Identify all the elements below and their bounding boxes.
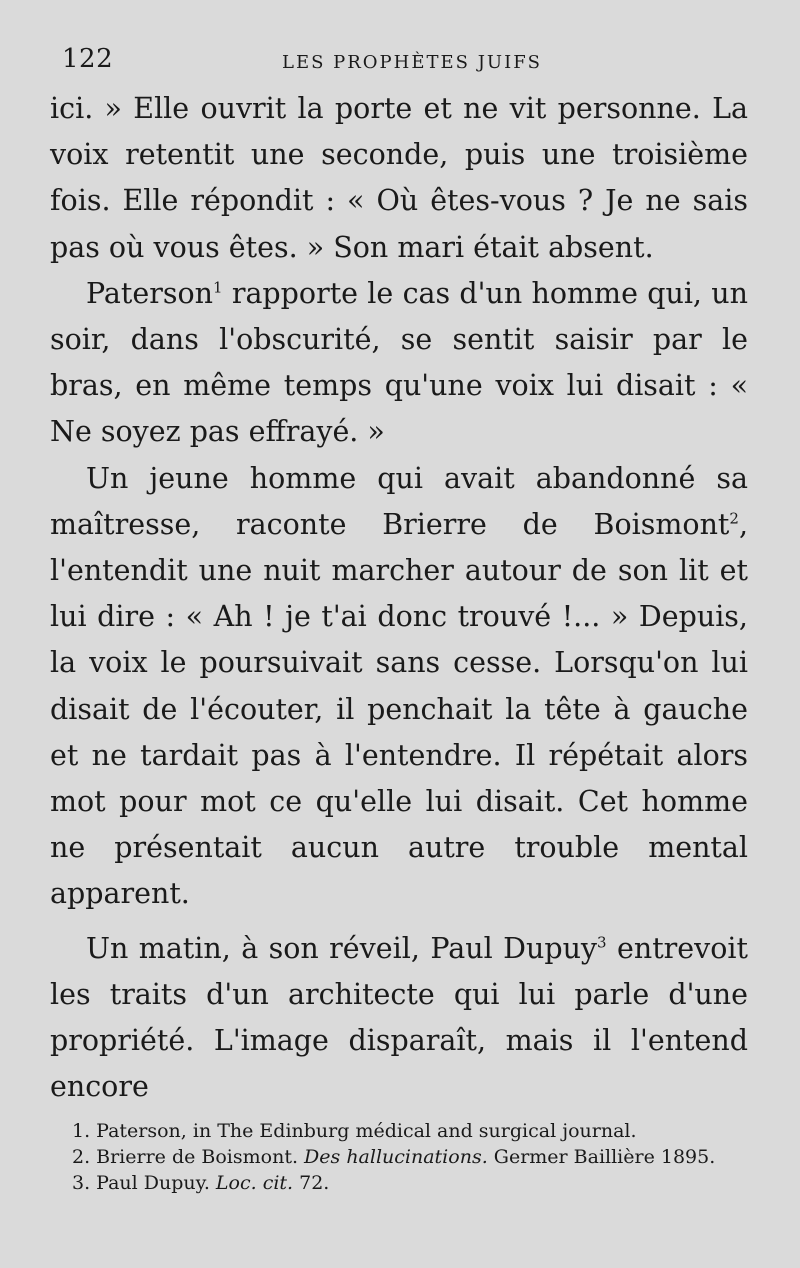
paragraph bbox=[50, 271, 748, 456]
paragraph-text: Paterson bbox=[86, 276, 213, 310]
paragraph-text: Un matin, à son réveil, Paul Dupuy bbox=[86, 931, 598, 965]
footnote-work-title: Des hallucinations. bbox=[304, 1146, 488, 1169]
paragraph bbox=[50, 456, 748, 918]
paragraph bbox=[50, 86, 748, 271]
paragraph-text: entrevoit les traits d'un architecte qui lui parle d'une propriété. L'image disparaît, mais il l'entend encore bbox=[50, 931, 748, 1104]
paragraph-text: rapporte le cas d'un homme qui, un soir, dans l'obscurité, se sentit saisir par le bras, en même temps qu'une voix lui disait : « Ne soyez pas effrayé. » bbox=[50, 276, 748, 449]
footnote bbox=[50, 1144, 748, 1170]
footnotes bbox=[50, 1118, 748, 1196]
paragraph-text: ici. » Elle ouvrit la porte et ne vit personne. La voix retentit une seconde, puis une troisième fois. Elle répondit : « Où êtes-vous ? Je ne sais pas où vous êtes. » Son mari était absent. bbox=[50, 92, 748, 264]
paragraph bbox=[50, 926, 748, 1111]
footnote-number: 1. bbox=[72, 1120, 91, 1143]
footnote-reference: 2 bbox=[729, 509, 739, 528]
footnote bbox=[50, 1170, 748, 1196]
running-title: LES PROPHÈTES JUIFS bbox=[281, 52, 543, 73]
footnote-text: Paul Dupuy. bbox=[96, 1172, 216, 1195]
footnote-text: 72. bbox=[293, 1172, 330, 1195]
body-text bbox=[50, 86, 748, 1110]
footnote-reference: 1 bbox=[212, 278, 223, 297]
paragraph-text: , l'entendit une nuit marcher autour de son lit et lui dire : « Ah ! je t'ai donc trouvé !... » Depuis, la voix le poursuivait sans cesse. Lorsqu'on lui disait de l'écouter, il penchait la tête à gauche et ne tardait pas à l'entendre. Il répétait alors mot pour mot ce qu'elle lui disait. Cet homme ne présentait aucun autre trouble mental apparent. bbox=[50, 507, 748, 911]
running-head bbox=[58, 40, 752, 86]
footnote-text: Brierre de Boismont. bbox=[96, 1146, 305, 1169]
footnote-text: Germer Baillière 1895. bbox=[487, 1146, 716, 1169]
page-number: 122 bbox=[62, 44, 114, 74]
footnote-reference: 3 bbox=[597, 933, 607, 952]
footnote-number: 2. bbox=[72, 1146, 91, 1169]
footnote-work-title: Loc. cit. bbox=[215, 1172, 294, 1195]
paragraph-text: Un jeune homme qui avait abandonné sa maîtresse, raconte Brierre de Boismont bbox=[50, 461, 748, 541]
footnote-text: Paterson, in The Edinburg médical and surgical journal. bbox=[96, 1120, 637, 1143]
footnote bbox=[50, 1118, 748, 1144]
footnote-number: 3. bbox=[72, 1172, 91, 1195]
